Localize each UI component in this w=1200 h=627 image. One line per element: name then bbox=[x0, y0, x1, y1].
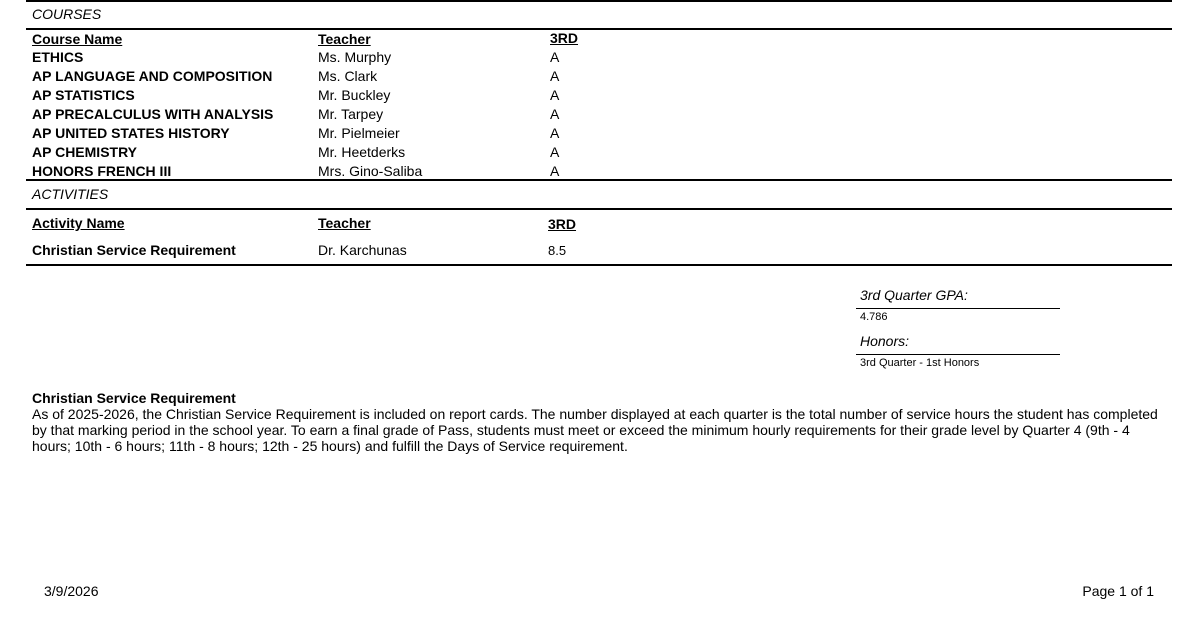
courses-section-title: COURSES bbox=[32, 6, 102, 22]
gpa-value: 4.786 bbox=[860, 311, 888, 323]
course-teacher: Mr. Buckley bbox=[318, 87, 391, 103]
courses-header-name: Course Name bbox=[32, 31, 123, 47]
footer-page: Page 1 of 1 bbox=[1082, 583, 1154, 599]
courses-header-teacher: Teacher bbox=[318, 31, 371, 47]
course-grade: A bbox=[550, 106, 560, 122]
honors-underline bbox=[856, 354, 1060, 355]
course-name: AP STATISTICS bbox=[32, 87, 135, 103]
course-grade: A bbox=[550, 87, 560, 103]
course-grade: A bbox=[550, 163, 560, 179]
course-teacher: Mrs. Gino-Saliba bbox=[318, 163, 423, 179]
course-name: AP CHEMISTRY bbox=[32, 144, 138, 160]
note-body: As of 2025-2026, the Christian Service Requirement is included on report cards. The number displayed at each quarter is the total number of service hours the student has completed by that marking period in the school year. To earn a final grade of Pass, students must meet or exceed the minimum hourly requirements for their grade level by Quarter 4 (9th - 4 hours; 10th - 6 hours; 11th - 8 hours; 12th - 25 hours) and fulfill the Days of Service requirement. bbox=[32, 406, 1158, 454]
course-teacher: Ms. Clark bbox=[318, 68, 378, 84]
gpa-underline bbox=[856, 308, 1060, 309]
course-grade: A bbox=[550, 125, 560, 141]
top-border bbox=[26, 0, 1172, 2]
course-teacher: Mr. Pielmeier bbox=[318, 125, 400, 141]
course-teacher: Mr. Heetderks bbox=[318, 144, 406, 160]
activities-header-name: Activity Name bbox=[32, 215, 125, 231]
note-title: Christian Service Requirement bbox=[32, 390, 236, 406]
course-grade: A bbox=[550, 68, 560, 84]
course-grade: A bbox=[550, 144, 560, 160]
course-teacher: Ms. Murphy bbox=[318, 49, 392, 65]
activity-name: Christian Service Requirement bbox=[32, 242, 236, 258]
course-name: AP PRECALCULUS WITH ANALYSIS bbox=[32, 106, 274, 122]
activities-bottom-divider bbox=[26, 264, 1172, 266]
activities-section-title: ACTIVITIES bbox=[32, 186, 109, 202]
activity-teacher: Dr. Karchunas bbox=[318, 242, 407, 258]
course-grade: A bbox=[550, 49, 560, 65]
course-teacher: Mr. Tarpey bbox=[318, 106, 384, 122]
course-name: HONORS FRENCH III bbox=[32, 163, 172, 179]
course-name: AP LANGUAGE AND COMPOSITION bbox=[32, 68, 273, 84]
footer-date: 3/9/2026 bbox=[44, 583, 99, 599]
course-name: AP UNITED STATES HISTORY bbox=[32, 125, 230, 141]
activities-header-quarter: 3RD bbox=[548, 216, 577, 232]
gpa-label: 3rd Quarter GPA: bbox=[860, 287, 968, 303]
honors-value: 3rd Quarter - 1st Honors bbox=[860, 357, 980, 369]
activities-header-teacher: Teacher bbox=[318, 215, 371, 231]
courses-header-quarter: 3RD bbox=[550, 30, 579, 46]
courses-divider bbox=[26, 28, 1172, 30]
activities-divider bbox=[26, 208, 1172, 210]
course-name: ETHICS bbox=[32, 49, 84, 65]
activity-value: 8.5 bbox=[548, 243, 567, 258]
honors-label: Honors: bbox=[860, 333, 910, 349]
courses-bottom-divider bbox=[26, 179, 1172, 181]
